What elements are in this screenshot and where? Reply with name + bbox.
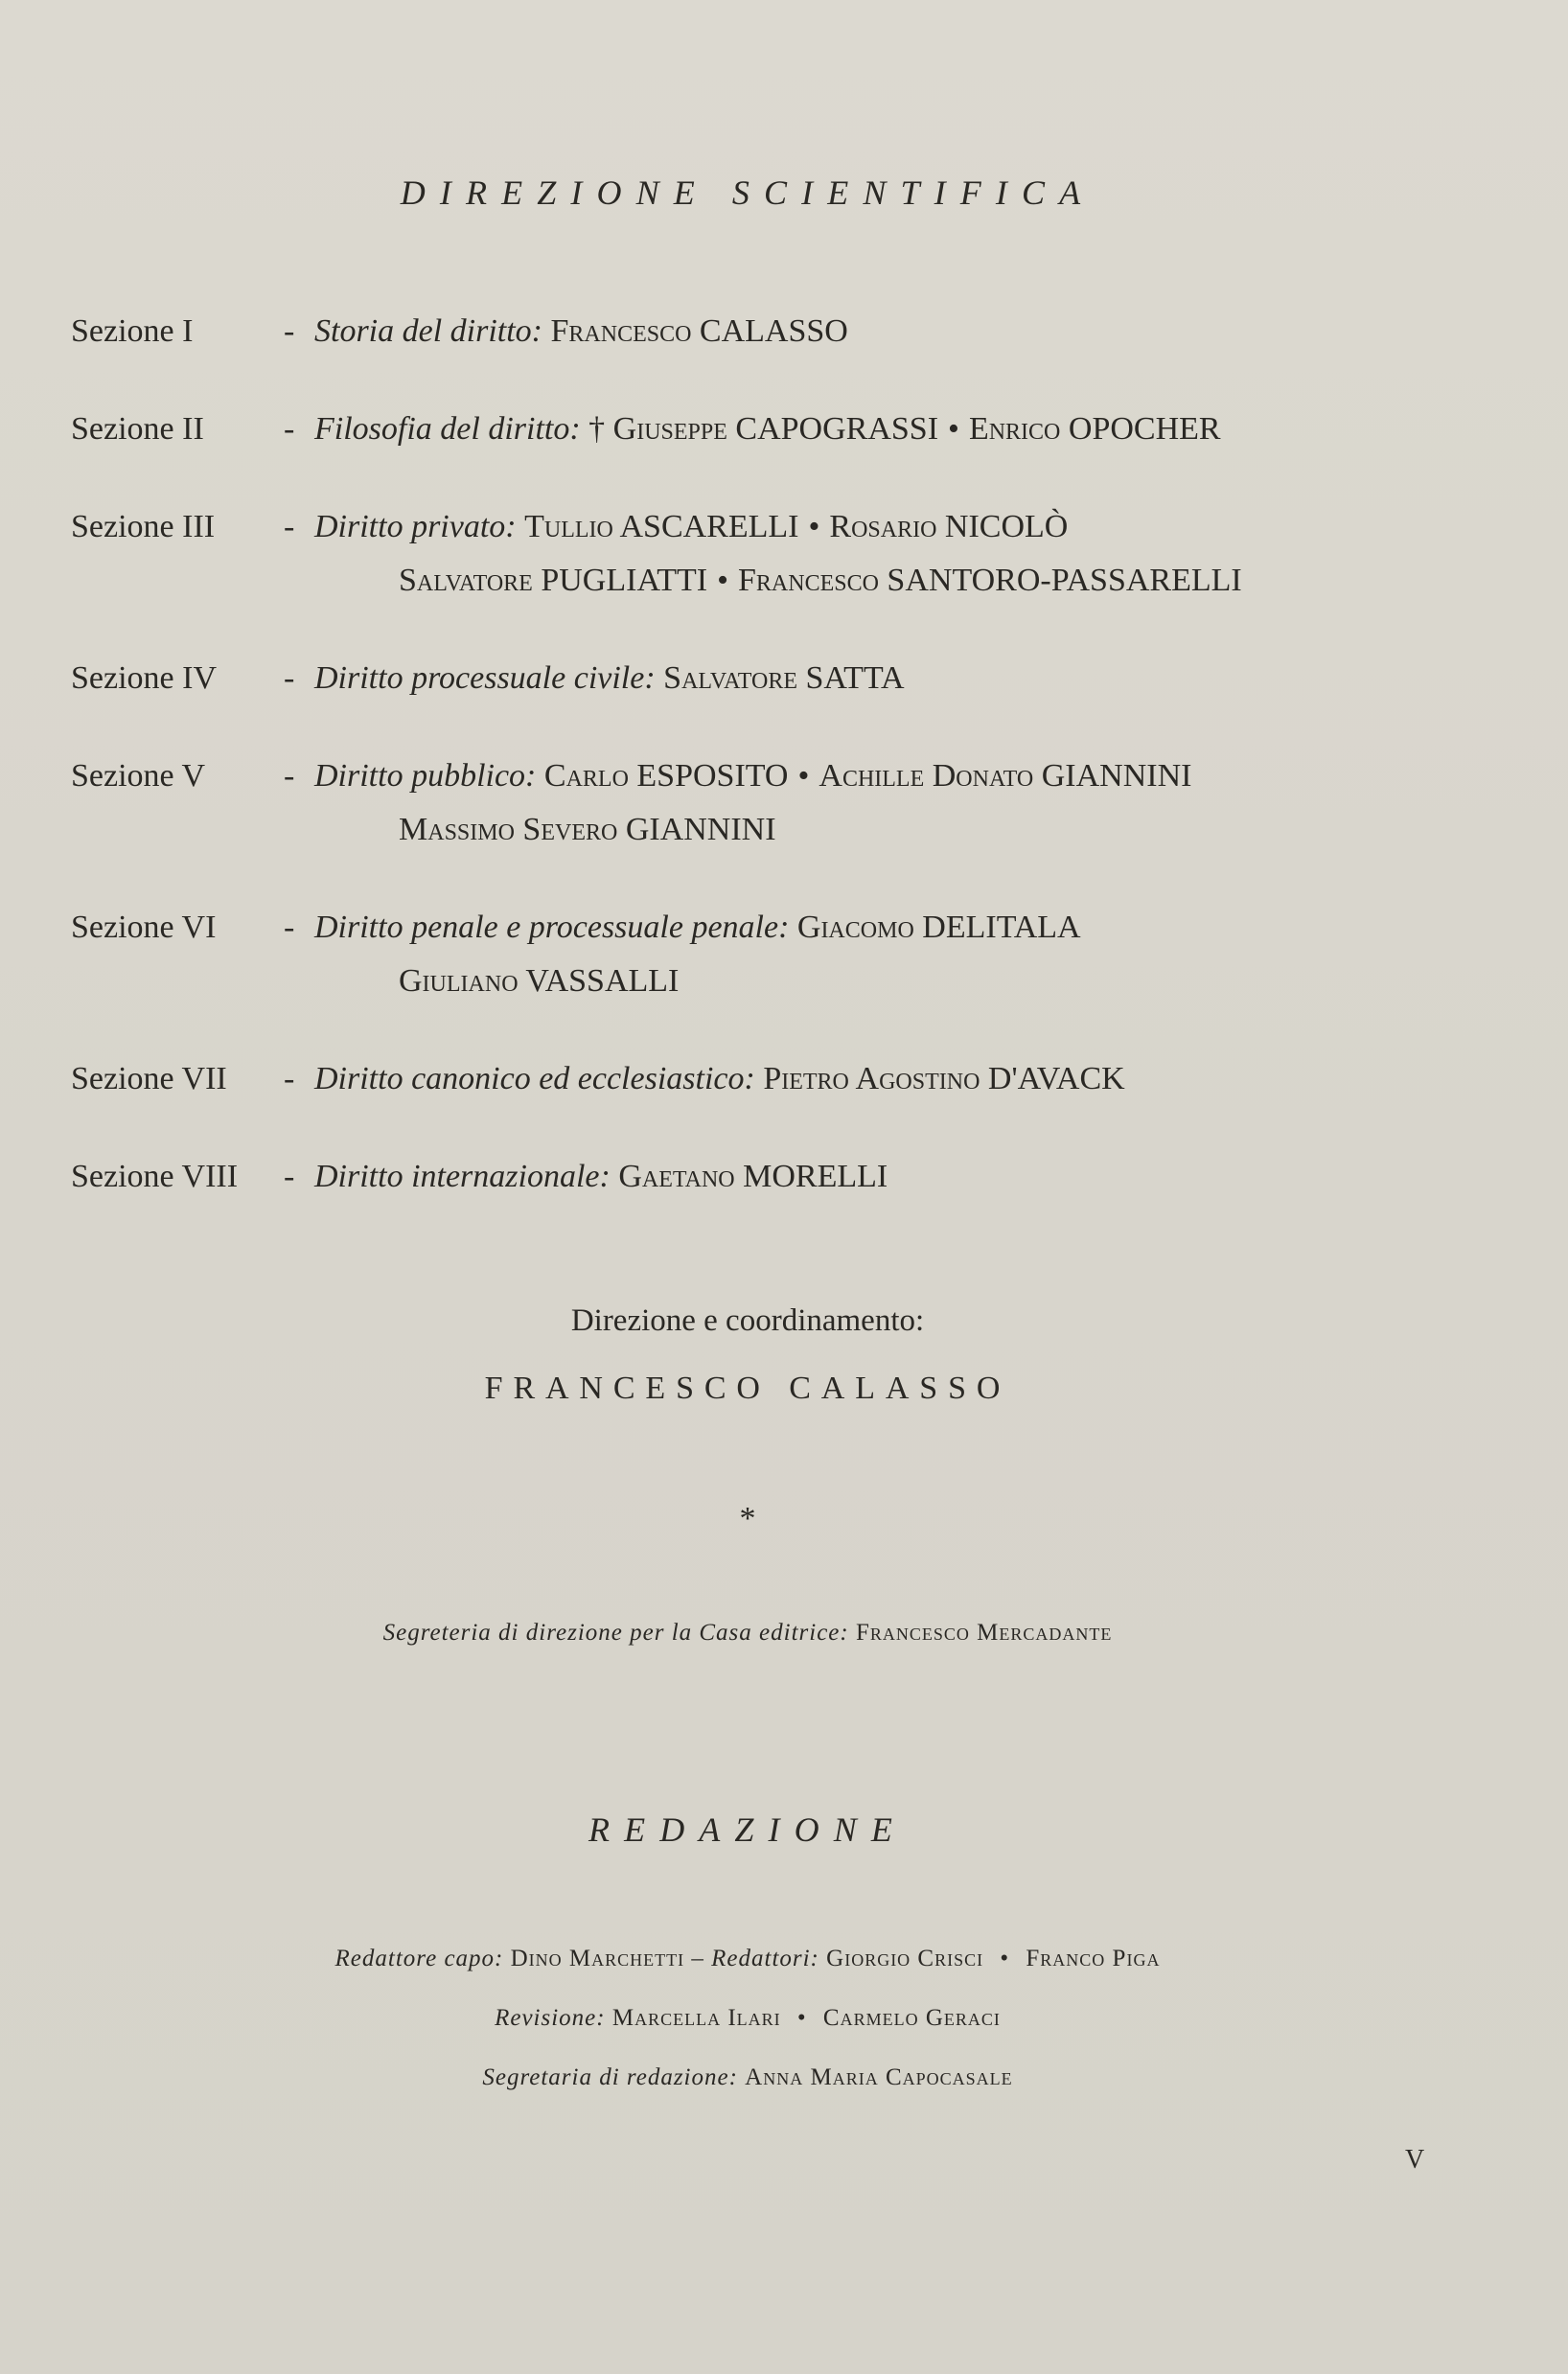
- section-dash: -: [284, 660, 295, 696]
- section-label: Sezione VII: [71, 1061, 227, 1096]
- section-line: [284, 803, 1451, 857]
- section-line: [284, 305, 1451, 358]
- section-subject: Filosofia del diritto:: [314, 411, 581, 447]
- section-row: [71, 749, 1451, 857]
- person-name: Francesco SANTORO-PASSARELLI: [738, 563, 1242, 598]
- section-line: [284, 554, 1451, 608]
- page-number: V: [1405, 2145, 1425, 2175]
- revision-name: Marcella Ilari: [611, 2005, 781, 2031]
- section-subject: Diritto penale e processuale penale:: [314, 910, 790, 945]
- direzione-scientifica-heading: DIREZIONE SCIENTIFICA: [400, 173, 1095, 212]
- section-label: Sezione II: [71, 411, 204, 447]
- editor-name: Giorgio Crisci: [826, 1946, 984, 1971]
- separator-dot: •: [797, 758, 810, 794]
- section-line: [284, 955, 1451, 1008]
- redazione-line-1: [0, 1946, 1495, 1972]
- redazione-heading: REDAZIONE: [588, 1810, 908, 1849]
- section-subject: Diritto processuale civile:: [314, 660, 656, 696]
- secretariat-line: [0, 1620, 1495, 1647]
- section-label: Sezione V: [71, 758, 206, 794]
- person-name: Giuliano VASSALLI: [399, 963, 680, 999]
- person-name: Salvatore PUGLIATTI: [399, 563, 708, 598]
- section-label: Sezione III: [71, 509, 216, 544]
- section-label: Sezione VI: [71, 910, 217, 945]
- section-subject: Diritto canonico ed ecclesiastico:: [314, 1061, 755, 1096]
- person-name: Gaetano MORELLI: [618, 1159, 888, 1194]
- section-row: [71, 500, 1451, 608]
- section-subject: Diritto pubblico:: [314, 758, 537, 794]
- section-dash: -: [284, 910, 295, 945]
- section-row: [71, 1052, 1451, 1106]
- separator-dot: •: [808, 509, 820, 544]
- redazione-dash: –: [691, 1946, 704, 1971]
- sections-list: [71, 305, 1451, 1204]
- section-subject: Storia del diritto:: [314, 313, 542, 349]
- section-body: [284, 403, 1451, 456]
- section-row: [71, 403, 1451, 456]
- section-line: [284, 403, 1451, 456]
- section-body: [284, 1150, 1451, 1204]
- chief-editor-name: Dino Marchetti: [510, 1946, 685, 1971]
- section-body: [284, 652, 1451, 705]
- redazione-line-2: [0, 2005, 1495, 2032]
- chief-editor-label: Redattore capo:: [334, 1946, 504, 1971]
- separator-dot: •: [717, 563, 728, 598]
- revision-name: Carmelo Geraci: [822, 2005, 1001, 2031]
- secretariat-name: Francesco Mercadante: [855, 1620, 1113, 1646]
- revision-label: Revisione:: [495, 2005, 606, 2031]
- section-row: [71, 652, 1451, 705]
- editorial-secretary-label: Segretaria di redazione:: [482, 2064, 738, 2090]
- section-subject: Diritto privato:: [314, 509, 517, 544]
- section-body: [284, 901, 1451, 1008]
- section-dash: -: [284, 411, 295, 447]
- section-line: [284, 901, 1451, 955]
- person-name: Giacomo DELITALA: [796, 910, 1081, 945]
- section-body: [284, 749, 1451, 857]
- section-dash: -: [284, 313, 295, 349]
- section-subject: Diritto internazionale:: [314, 1159, 611, 1194]
- coordination-name: FRANCESCO CALASSO: [484, 1371, 1011, 1406]
- secretariat-label: Segreteria di direzione per la Casa editrice:: [382, 1620, 849, 1646]
- separator-dot: •: [796, 2005, 807, 2031]
- editorial-secretary-name: Anna Maria Capocasale: [745, 2064, 1013, 2090]
- editor-name: Franco Piga: [1026, 1946, 1161, 1971]
- redazione-line-3: [0, 2064, 1495, 2091]
- section-dash: -: [284, 1159, 295, 1194]
- section-line: [284, 1052, 1451, 1106]
- section-label: Sezione I: [71, 313, 194, 349]
- person-name: Pietro Agostino D'AVACK: [763, 1061, 1125, 1096]
- section-line: [284, 1150, 1451, 1204]
- person-name: Francesco CALASSO: [550, 313, 848, 349]
- separator-dot: •: [948, 411, 959, 447]
- person-name: Enrico OPOCHER: [968, 411, 1221, 447]
- coordination-label: Direzione e coordinamento:: [570, 1303, 925, 1338]
- person-name: † Giuseppe CAPOGRASSI: [588, 411, 939, 447]
- section-row: [71, 305, 1451, 358]
- section-label: Sezione VIII: [71, 1159, 239, 1194]
- section-body: [284, 305, 1451, 358]
- person-name: Achille Donato GIANNINI: [819, 758, 1192, 794]
- section-body: [284, 1052, 1451, 1106]
- person-name: Tullio ASCARELLI: [524, 509, 799, 544]
- person-name: Massimo Severo GIANNINI: [399, 812, 776, 847]
- editors-label: Redattori:: [711, 1946, 819, 1971]
- person-name: Salvatore SATTA: [663, 660, 905, 696]
- section-line: [284, 500, 1451, 554]
- section-body: [284, 500, 1451, 608]
- asterisk-divider: *: [739, 1501, 756, 1536]
- section-dash: -: [284, 758, 295, 794]
- section-dash: -: [284, 509, 295, 544]
- separator-dot: •: [1000, 1946, 1010, 1971]
- section-label: Sezione IV: [71, 660, 218, 696]
- section-row: [71, 901, 1451, 1008]
- section-dash: -: [284, 1061, 295, 1096]
- section-line: [284, 652, 1451, 705]
- person-name: Carlo ESPOSITO: [543, 758, 789, 794]
- section-line: [284, 749, 1451, 803]
- section-row: [71, 1150, 1451, 1204]
- person-name: Rosario NICOLÒ: [829, 509, 1069, 544]
